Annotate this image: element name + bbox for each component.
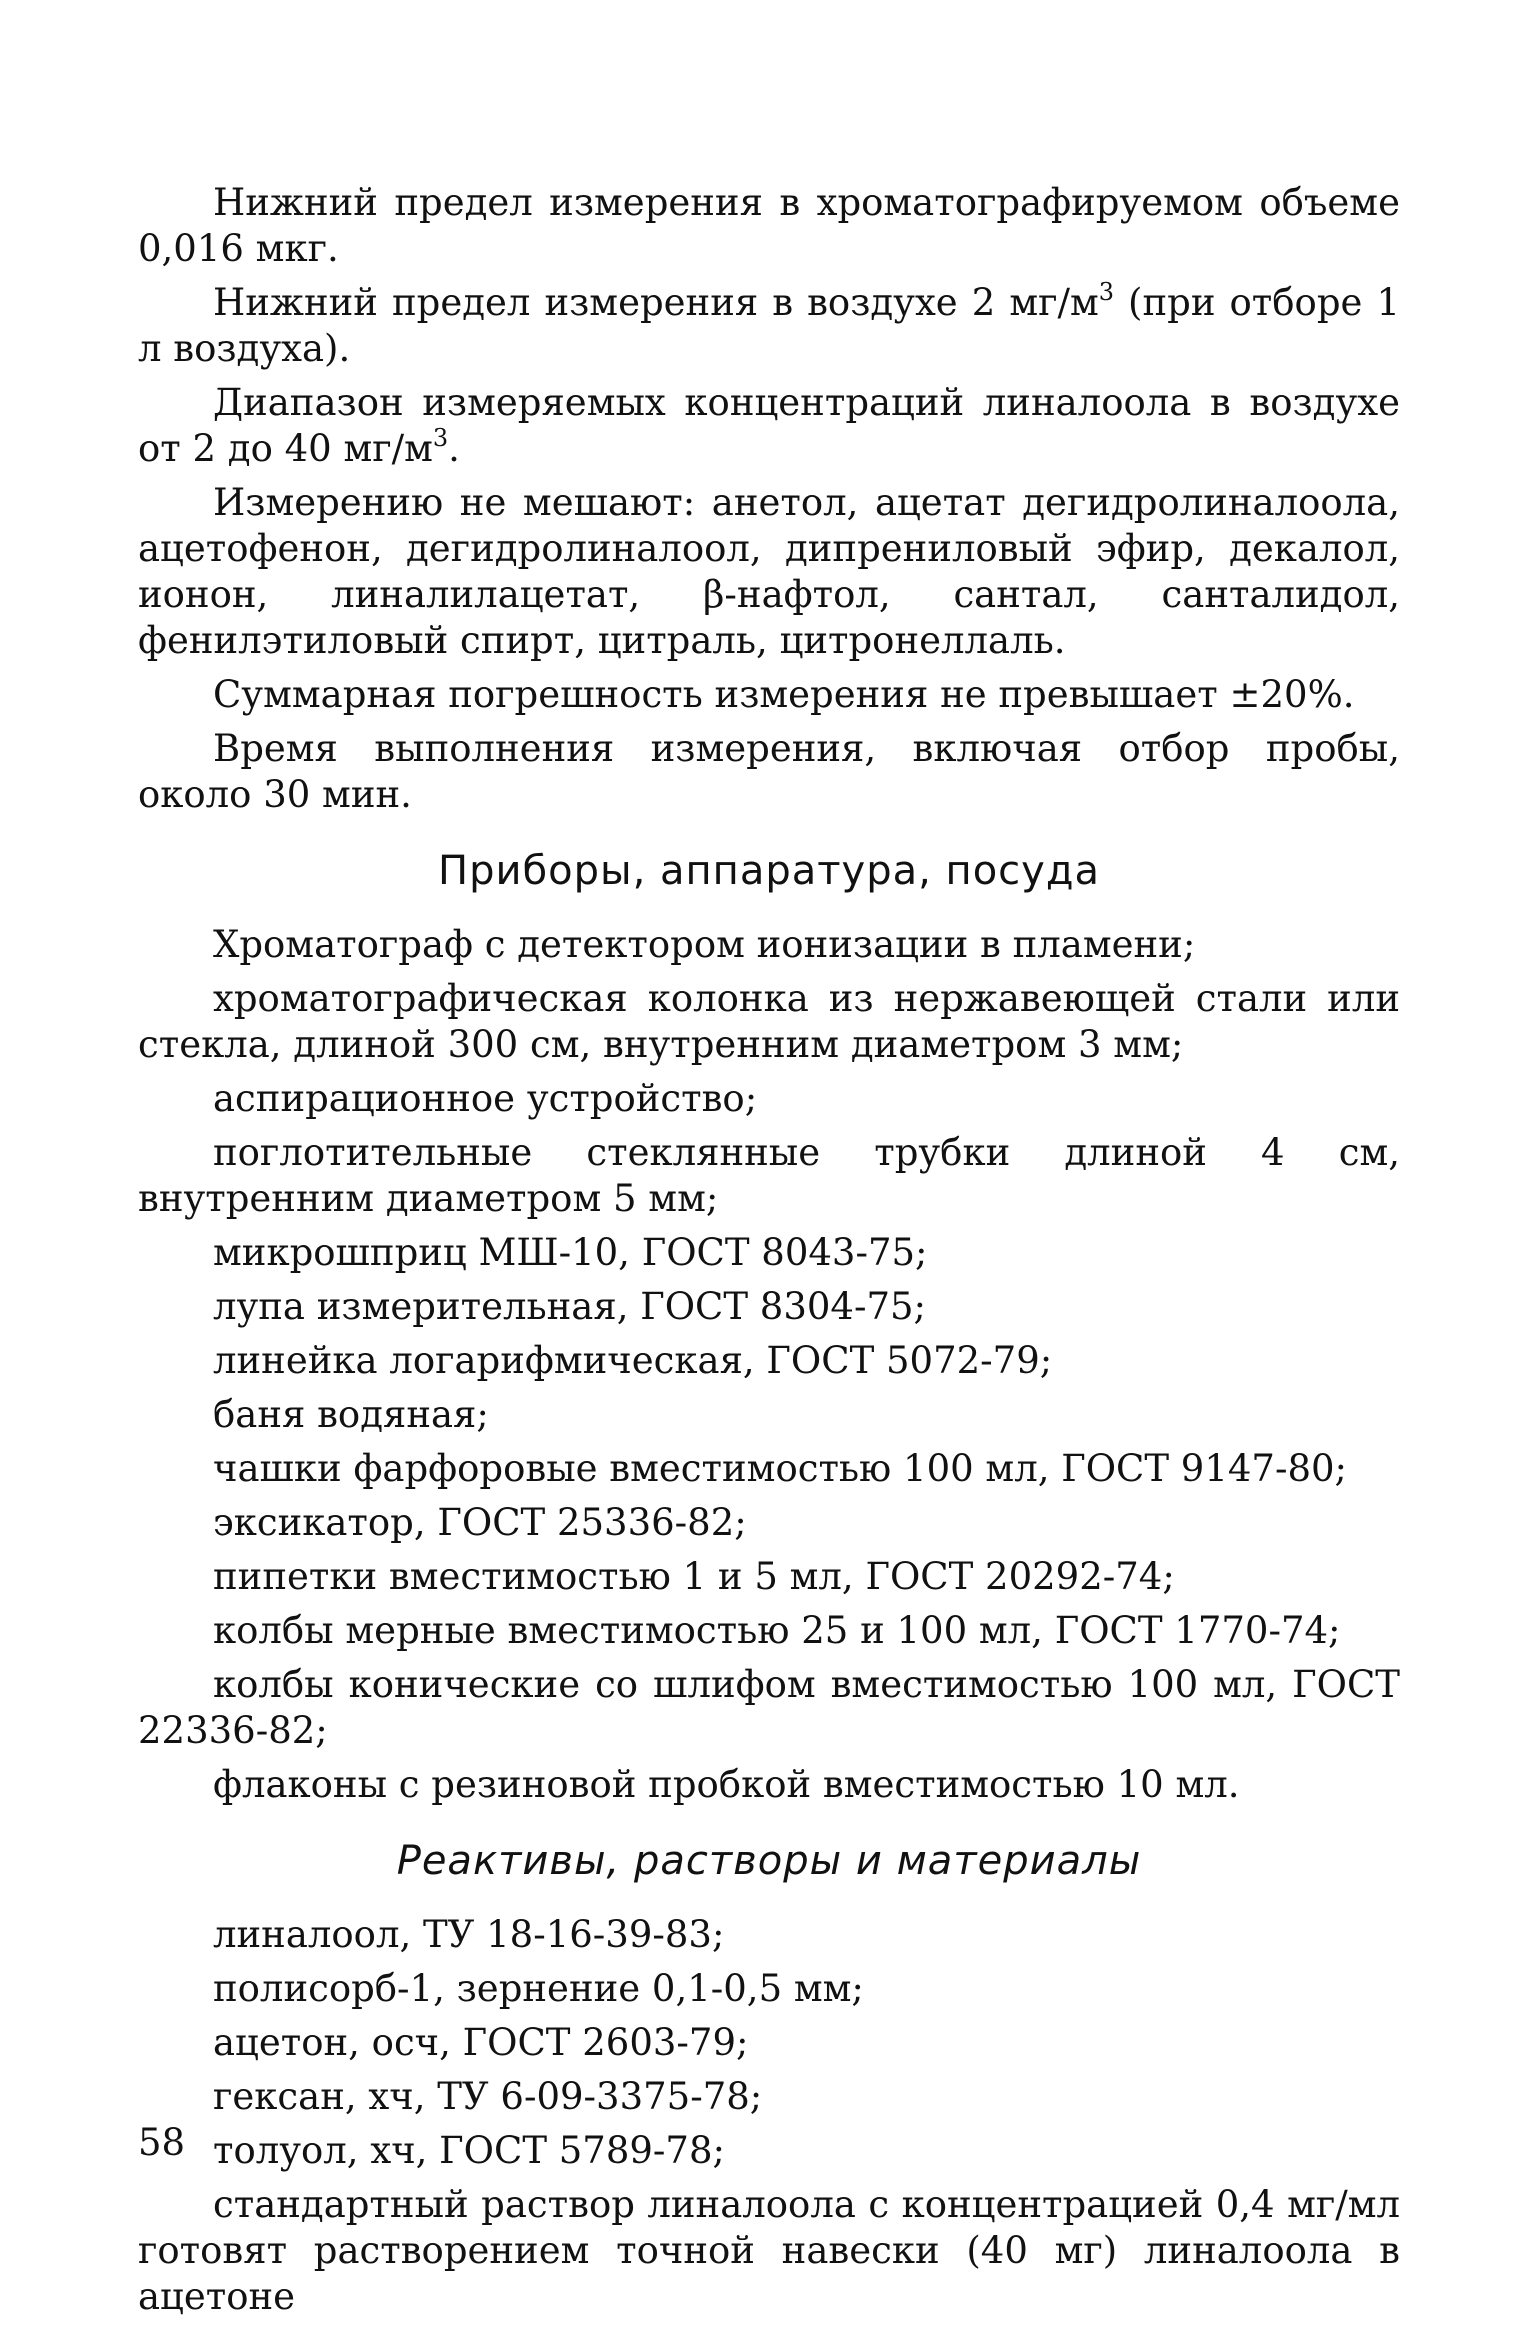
list-item: чашки фарфоровые вместимостью 100 мл, ГОСТ 9147-80; xyxy=(213,1447,1348,1490)
list-item: флаконы с резиновой пробкой вместимостью 10 мл. xyxy=(213,1763,1240,1806)
list-item: лупа измерительная, ГОСТ 8304-75; xyxy=(213,1285,927,1328)
section-heading-reagents: Реактивы, растворы и материалы xyxy=(396,1838,1142,1884)
list-item: эксикатор, ГОСТ 25336-82; xyxy=(213,1501,747,1544)
list-item: аспирационное устройство; xyxy=(213,1077,758,1120)
document-page xyxy=(138,180,1400,2328)
paragraph-concentration-range: Диапазон измеряемых концентраций линалоола в воздухе от 2 до 40 $мг/м^3$. xyxy=(138,381,1400,470)
list-item: гексан, хч, ТУ 6-09-3375-78; xyxy=(213,2075,763,2118)
list-item: линалоол, ТУ 18-16-39-83; xyxy=(213,1913,725,1956)
list-item: линейка логарифмическая, ГОСТ 5072-79; xyxy=(213,1339,1053,1382)
list-item: Хроматограф с детектором ионизации в пламени; xyxy=(213,923,1196,966)
list-item: колбы мерные вместимостью 25 и 100 мл, ГОСТ 1770-74; xyxy=(213,1609,1341,1652)
list-item: баня водяная; xyxy=(213,1393,489,1436)
page-number: 58 xyxy=(138,2121,186,2164)
list-item: пипетки вместимостью 1 и 5 мл, ГОСТ 20292-74; xyxy=(213,1555,1175,1598)
list-item: хроматографическая колонка из нержавеющей стали или стекла, длиной 300 см, внутренним диаметром 3 мм; xyxy=(138,977,1400,1066)
paragraph-lower-limit-air: Нижний предел измерения в воздухе 2 $мг/м^3$ (при отборе 1 л воздуха). xyxy=(138,277,1400,370)
section-heading-instruments: Приборы, аппаратура, посуда xyxy=(438,848,1100,894)
list-item: микрошприц МШ-10, ГОСТ 8043-75; xyxy=(213,1231,928,1274)
paragraph-lower-limit-volume: Нижний предел измерения в хроматографируемом объеме 0,016 мкг. xyxy=(138,181,1400,270)
list-item: колбы конические со шлифом вместимостью 100 мл, ГОСТ 22336-82; xyxy=(138,1663,1400,1752)
list-item: полисорб-1, зернение 0,1-0,5 мм; xyxy=(213,1967,864,2010)
list-item: ацетон, осч, ГОСТ 2603-79; xyxy=(213,2021,749,2064)
reagents-list xyxy=(138,1912,1400,2320)
list-item: толуол, хч, ГОСТ 5789-78; xyxy=(213,2129,725,2172)
paragraph-interferences: Измерению не мешают: анетол, ацетат дегидролиналоола, ацетофенон, дегидролиналоол, дипрениловый эфир, декалол, ионон, линалилацетат, β-нафтол, сантал, санталидол, фенилэтиловый спирт, цитраль, цитронеллаль. xyxy=(138,481,1400,662)
list-item: поглотительные стеклянные трубки длиной 4 см, внутренним диаметром 5 мм; xyxy=(138,1131,1400,1220)
instruments-list xyxy=(138,922,1400,1808)
paragraph-measurement-time: Время выполнения измерения, включая отбор пробы, около 30 мин. xyxy=(138,727,1400,816)
list-item: стандартный раствор линалоола с концентрацией 0,4 мг/мл готовят растворением точной навески (40 мг) линалоола в ацетоне xyxy=(138,2183,1400,2318)
paragraph-total-error: Суммарная погрешность измерения не превышает ±20%. xyxy=(213,673,1355,716)
